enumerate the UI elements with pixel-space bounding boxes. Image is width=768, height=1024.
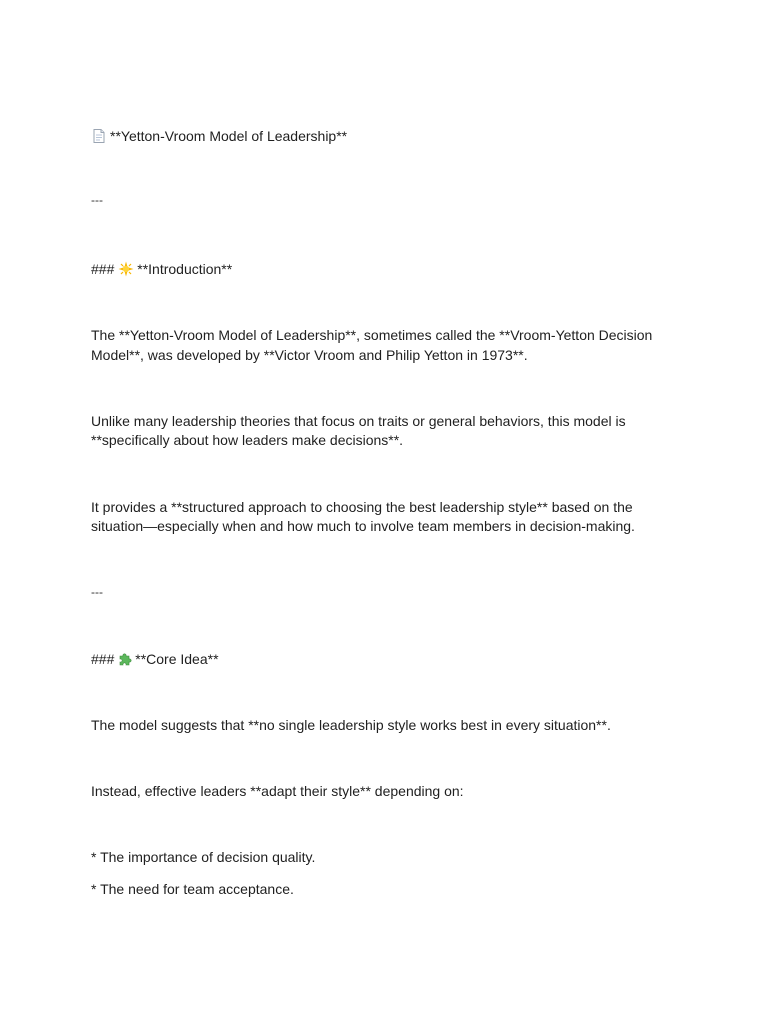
list-item: * The need for team acceptance. bbox=[91, 881, 294, 897]
horizontal-rule-1: --- bbox=[91, 193, 103, 207]
intro-paragraph-3-line-2: situation—especially when and how much to involve team members in decision-making. bbox=[91, 518, 635, 534]
intro-paragraph-3-line-1: It provides a **structured approach to choosing the best leadership style** based on the bbox=[91, 499, 633, 515]
introduction-heading bbox=[91, 259, 691, 279]
heading-text: **Core Idea** bbox=[135, 651, 219, 667]
core-paragraph-2: Instead, effective leaders **adapt their style** depending on: bbox=[91, 783, 464, 799]
intro-paragraph-1-line-1: The **Yetton-Vroom Model of Leadership**, sometimes called the **Vroom-Yetton Decision bbox=[91, 327, 653, 343]
horizontal-rule-2: --- bbox=[91, 585, 103, 599]
title-text: **Yetton-Vroom Model of Leadership** bbox=[110, 128, 348, 144]
puzzle-piece-icon bbox=[118, 651, 134, 667]
heading-prefix: ### bbox=[91, 651, 115, 667]
document-title bbox=[91, 126, 691, 146]
core-paragraph-1: The model suggests that **no single leadership style works best in every situation**. bbox=[91, 717, 611, 733]
heading-text: **Introduction** bbox=[137, 261, 233, 277]
intro-paragraph-2-line-2: **specifically about how leaders make decisions**. bbox=[91, 432, 404, 448]
core-idea-heading bbox=[91, 649, 691, 669]
intro-paragraph-1-line-2: Model**, was developed by **Victor Vroom and Philip Yetton in 1973**. bbox=[91, 347, 528, 363]
heading-prefix: ### bbox=[91, 261, 115, 277]
intro-paragraph-2-line-1: Unlike many leadership theories that focus on traits or general behaviors, this model is bbox=[91, 413, 626, 429]
glowing-star-icon bbox=[118, 261, 134, 277]
list-item: * The importance of decision quality. bbox=[91, 849, 316, 865]
document-icon bbox=[91, 128, 107, 144]
